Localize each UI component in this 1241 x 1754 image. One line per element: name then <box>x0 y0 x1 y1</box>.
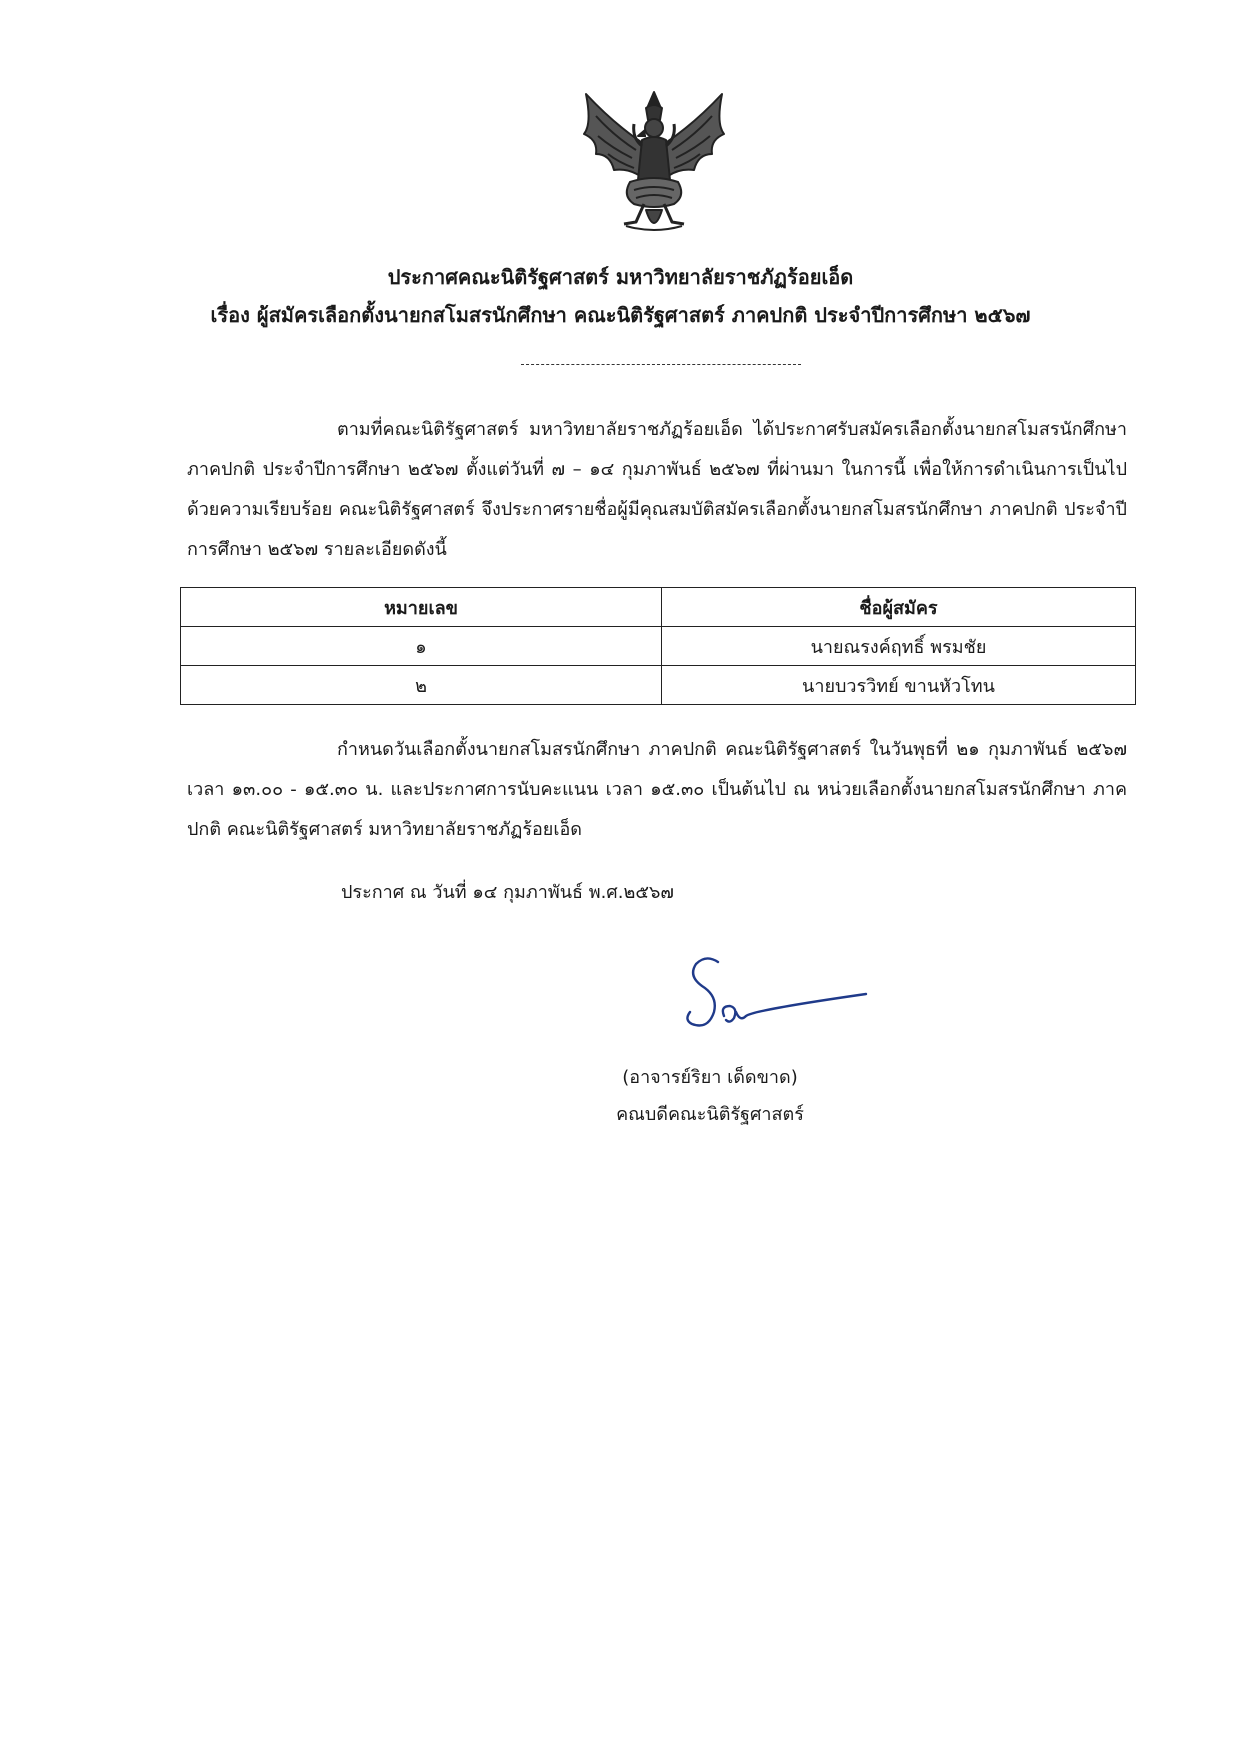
header-name: ชื่อผู้สมัคร <box>662 588 1136 627</box>
signer-name: (อาจารย์ริยา เด็ดขาด) <box>622 1067 798 1088</box>
candidate-table <box>180 587 1136 705</box>
announcement-date: ประกาศ ณ วันที่ ๑๔ กุมภาพันธ์ พ.ศ.๒๕๖๗ <box>341 882 674 903</box>
announcement-title: ประกาศคณะนิติรัฐศาสตร์ มหาวิทยาลัยราชภัฏร้อยเอ็ด <box>387 265 854 289</box>
table-row <box>181 627 1136 666</box>
garuda-emblem-icon <box>574 84 734 244</box>
table-row <box>181 666 1136 705</box>
candidate-number: ๒ <box>181 666 662 705</box>
header-number: หมายเลข <box>181 588 662 627</box>
candidate-name: นายบวรวิทย์ ขานหัวโทน <box>662 666 1136 705</box>
candidate-number: ๑ <box>181 627 662 666</box>
election-schedule-paragraph: กำหนดวันเลือกตั้งนายกสโมสรนักศึกษา ภาคปกติ คณะนิติรัฐศาสตร์ ในวันพุธที่ ๒๑ กุมภาพันธ์ ๒๕๖๗ เวลา ๑๓.๐๐ - ๑๕.๓๐ น. และประกาศการนับคะแนน เวลา ๑๕.๓๐ เป็นต้นไป ณ หน่วยเลือกตั้งนายกสโมสรนักศึกษา ภาคปกติ คณะนิติรัฐศาสตร์ มหาวิทยาลัยราชภัฏร้อยเอ็ด <box>187 739 1127 840</box>
announcement-subject: เรื่อง ผู้สมัครเลือกตั้งนายกสโมสรนักศึกษา คณะนิติรัฐศาสตร์ ภาคปกติ ประจำปีการศึกษา ๒๕๖๗ <box>210 303 1031 327</box>
candidate-name: นายณรงค์ฤทธิ์ พรมชัย <box>662 627 1136 666</box>
signature-icon <box>680 950 870 1040</box>
intro-paragraph: ตามที่คณะนิติรัฐศาสตร์ มหาวิทยาลัยราชภัฏร้อยเอ็ด ได้ประกาศรับสมัครเลือกตั้งนายกสโมสรนักศึกษา ภาคปกติ ประจำปีการศึกษา ๒๕๖๗ ตั้งแต่วันที่ ๗ – ๑๔ กุมภาพันธ์ ๒๕๖๗ ที่ผ่านมา ในการนี้ เพื่อให้การดำเนินการเป็นไปด้วยความเรียบร้อย คณะนิติรัฐศาสตร์ จึงประกาศรายชื่อผู้มีคุณสมบัติสมัครเลือกตั้งนายกสโมสรนักศึกษา ภาคปกติ ประจำปีการศึกษา ๒๕๖๗ รายละเอียดดังนี้ <box>187 419 1127 560</box>
table-header-row <box>181 588 1136 627</box>
divider <box>521 364 801 365</box>
signer-position: คณบดีคณะนิติรัฐศาสตร์ <box>616 1104 804 1125</box>
